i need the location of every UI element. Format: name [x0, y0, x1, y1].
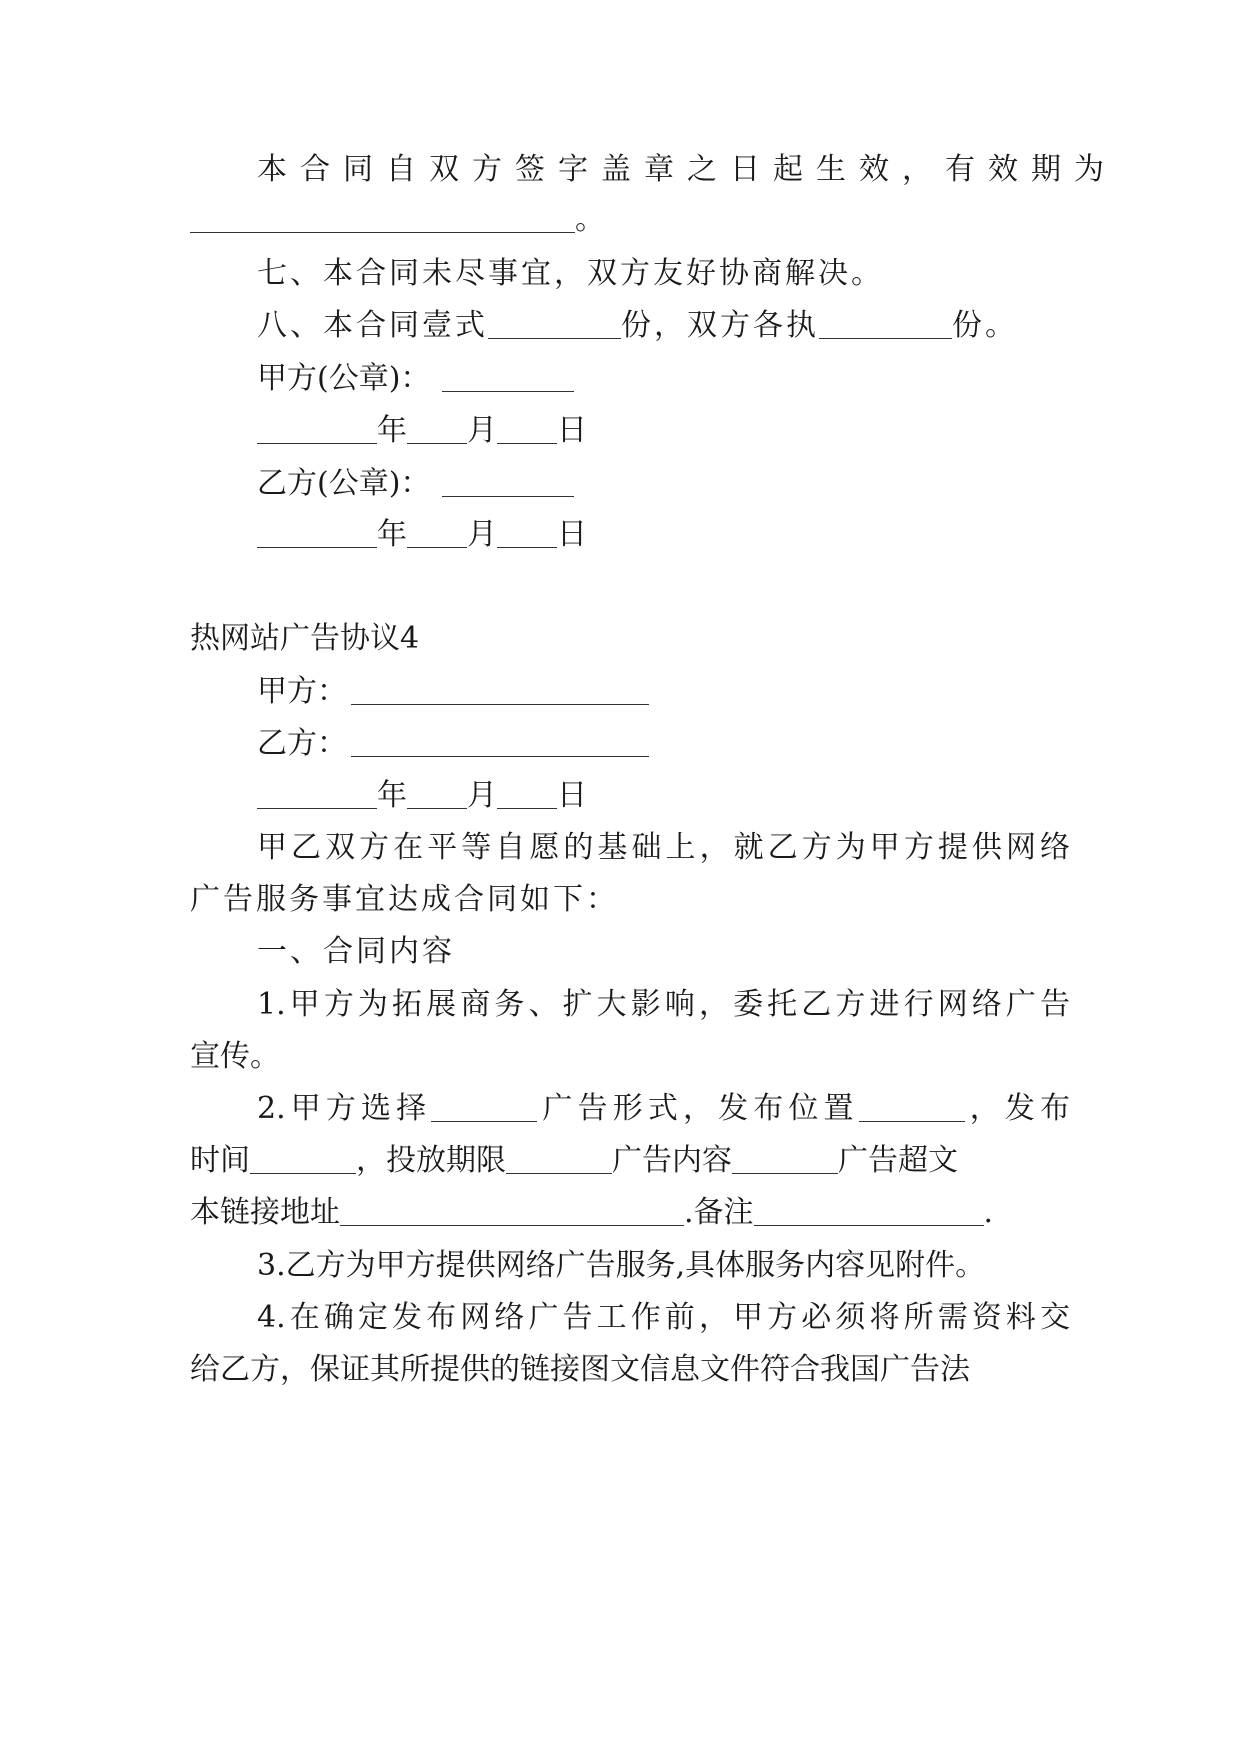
- copies-total-blank: [488, 310, 621, 339]
- remarks-blank: [754, 1197, 984, 1226]
- section-title: 热网站广告协议4: [190, 621, 420, 656]
- duration-blank: [506, 1145, 612, 1174]
- publish-time-blank: [250, 1145, 356, 1174]
- preamble-line-2: 广告服务事宜达成合同如下：: [190, 882, 619, 917]
- clause-seven: 七、本合同未尽事宜，双方友好协商解决。: [257, 256, 884, 291]
- ad-format-blank: [431, 1093, 537, 1122]
- ad-content-blank: [732, 1145, 838, 1174]
- item-2-line-2: 时间 ，投放期限 广告内容 广告超文: [190, 1143, 958, 1178]
- day-blank: [497, 415, 557, 444]
- preamble-line-1: 甲乙双方在平等自愿的基础上，就乙方为甲方提供网络: [257, 830, 1070, 865]
- clause-eight: 八、本合同壹式 份，双方各执 份。: [257, 308, 1018, 343]
- day-blank: [497, 780, 557, 809]
- party-a-blank: [351, 676, 649, 705]
- party-b-line: 乙方：: [257, 724, 1070, 764]
- party-a-date-line: 年 月 日: [257, 411, 1070, 451]
- month-blank: [407, 519, 467, 548]
- copies-each-blank: [819, 310, 952, 339]
- party-a-seal-blank: [442, 363, 574, 392]
- ad-position-blank: [859, 1093, 965, 1122]
- party-b-blank: [351, 728, 649, 757]
- agreement-date-line: 年 月 日: [257, 776, 1070, 816]
- validity-clause-line: 本合同自双方签字盖章之日起生效，有效期为: [257, 152, 1117, 187]
- validity-blank: [190, 204, 575, 233]
- party-b-date-line: 年 月 日: [257, 515, 1070, 555]
- item-2-line-3: 本链接地址 .备注 .: [190, 1195, 994, 1230]
- item-1-line-2: 宣传。: [190, 1039, 280, 1074]
- year-blank: [257, 780, 377, 809]
- item-1-line-1: 1.甲方为拓展商务、扩大影响，委托乙方进行网络广告: [257, 987, 1070, 1022]
- party-a-line: 甲方：: [257, 672, 1070, 712]
- item-4-line-2: 给乙方，保证其所提供的链接图文信息文件符合我国广告法: [190, 1352, 970, 1387]
- month-blank: [407, 415, 467, 444]
- validity-blank-line: 。: [190, 200, 1070, 240]
- item-4-line-1: 4.在确定发布网络广告工作前，甲方必须将所需资料交: [257, 1300, 1070, 1335]
- item-2-line-1: 2.甲方选择 广告形式，发布位置 ，发布: [257, 1091, 1071, 1126]
- section-heading-contract-content: 一、合同内容: [257, 934, 455, 969]
- party-b-seal-blank: [442, 468, 574, 497]
- party-b-seal-line: 乙方(公章)：: [257, 464, 1070, 504]
- year-blank: [257, 415, 377, 444]
- hyperlink-blank: [340, 1197, 684, 1226]
- party-a-seal-line: 甲方(公章)：: [257, 359, 1070, 399]
- year-blank: [257, 519, 377, 548]
- item-3: 3.乙方为甲方提供网络广告服务,具体服务内容见附件。: [257, 1248, 986, 1283]
- month-blank: [407, 780, 467, 809]
- day-blank: [497, 519, 557, 548]
